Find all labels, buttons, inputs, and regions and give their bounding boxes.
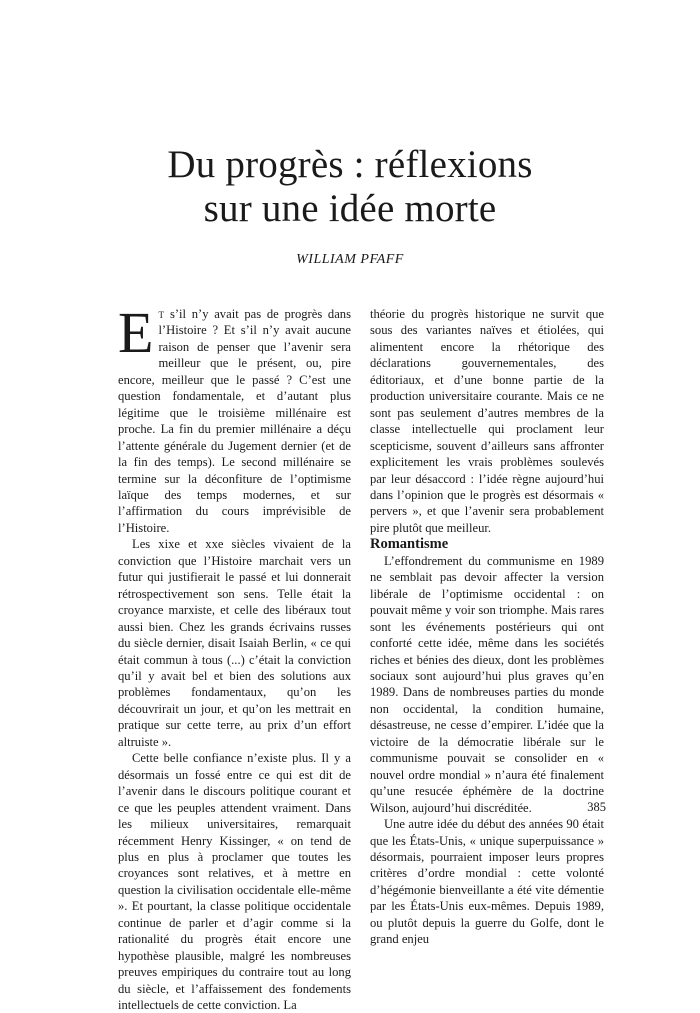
page-number: 385: [587, 800, 606, 814]
article-title-line-1: Du progrès : réflexions: [167, 143, 533, 186]
paragraph-1-text: s’il n’y avait pas de progrès dans l’Histoire ? Et s’il n’y avait aucune raison de penser que l’avenir sera meilleur que le présent, ou, pire encore, meilleur que le passé ? C’est une question fondamentale, et d’autant plus légitime que le troisième millénaire est proche. La fin du premier millénaire a déçu l’attente générale du Jugement dernier (et de la fin des temps). Le second millénaire se termine sur la déconfiture de l’optimisme laïque des temps modernes, et sur l’affirmation du cours imprévisible de l’Histoire.: [118, 307, 351, 535]
paragraph-1-lead: t: [158, 307, 165, 321]
drop-cap: E: [118, 300, 154, 365]
article-title-line-2: sur une idée morte: [203, 187, 497, 230]
section-heading: Romantisme: [370, 536, 449, 553]
paragraph-5: Une autre idée du début des années 90 était que les États-Unis, « unique superpuissance » désormais, pourraient imposer leurs propres critères d’ordre mondial : cette volonté d’hégémonie bienveillante a été vite démentie par les États-Unis eux-mêmes. Depuis 1989, ou plutôt depuis la guerre du Golfe, dont le grand enjeu: [370, 817, 604, 947]
paragraph-3: Cette belle confiance n’existe plus. Il y a désormais un fossé entre ce qui est dit de l’avenir dans le discours politique courant et ce que les peuples attendent vraiment. Dans les milieux universitaires, remarquait récemment Henry Kissinger, « on tend de plus en plus à proclamer que toutes les croyances sont relatives, et à mettre en question la civilisation occidentale elle-même ». Et pourtant, la classe politique occidentale continue de parler et d’agir comme si la rationalité du progrès était encore une hypothèse plausible, malgré les nombreuses preuves empiriques du contraire tout au long du siècle, et l’affaissement des fondements intellectuels de cette conviction. La: [118, 751, 351, 1013]
paragraph-2: Les xixe et xxe siècles vivaient de la conviction que l’Histoire marchait vers un futur qui justifierait le passé et lui donnerait rétrospectivement son sens. Telle était la croyance marxiste, et celle des libéraux tout aussi bien. Chez les grands écrivains russes du siècle dernier, disait Isaiah Berlin, « ce qui était commun à tous (...) c’était la conviction qu’il y avait bel et bien des solutions aux problèmes fondamentaux, qu’on les découvrirait un jour, et qu’on les mettrait en pratique sur cette terre, au prix d’un effort altruiste ».: [118, 537, 351, 749]
paragraph-1: [118, 300, 351, 536]
paragraph-3-continued: théorie du progrès historique ne survit que sous des variantes naïves et étiolées, qui alimentent encore la rhétorique des déclarations gouvernementales, des éditoriaux, et d’une bonne partie de la production universitaire courante. Mais ce ne sont pas seulement d’autres membres de la classe intellectuelle qui proclament leur scepticisme, souvent d’ailleurs sans affronter explicitement les vrais problèmes soulevés par leur désaccord : l’idée règne aujourd’hui dans l’opinion que le progrès est désormais « pervers », et que l’avenir sera probablement pire plutôt que meilleur.: [370, 307, 604, 535]
left-column: [118, 300, 351, 1013]
author-name: WILLIAM PFAFF: [296, 252, 404, 267]
paragraph-4: L’effondrement du communisme en 1989 ne semblait pas devoir affecter la version libérale de l’optimisme occidental : on pouvait même y voir son triomphe. Mais rares sont les événements postérieurs qui ont conforté cette idée, même dans les sociétés riches et bénies des dieux, dont les problèmes sociaux sont aujourd’hui plus graves qu’en 1989. Dans de nombreuses parties du monde non occidental, la condition humaine, désastreuse, ne cesse d’empirer. L’idée que la victoire de la démocratie libérale sur le communisme pouvait se consolider en « nouvel ordre mondial » n’aura été finalement qu’une resucée éphémère de la doctrine Wilson, aujourd’hui discréditée.: [370, 553, 604, 815]
right-column: [370, 306, 604, 948]
